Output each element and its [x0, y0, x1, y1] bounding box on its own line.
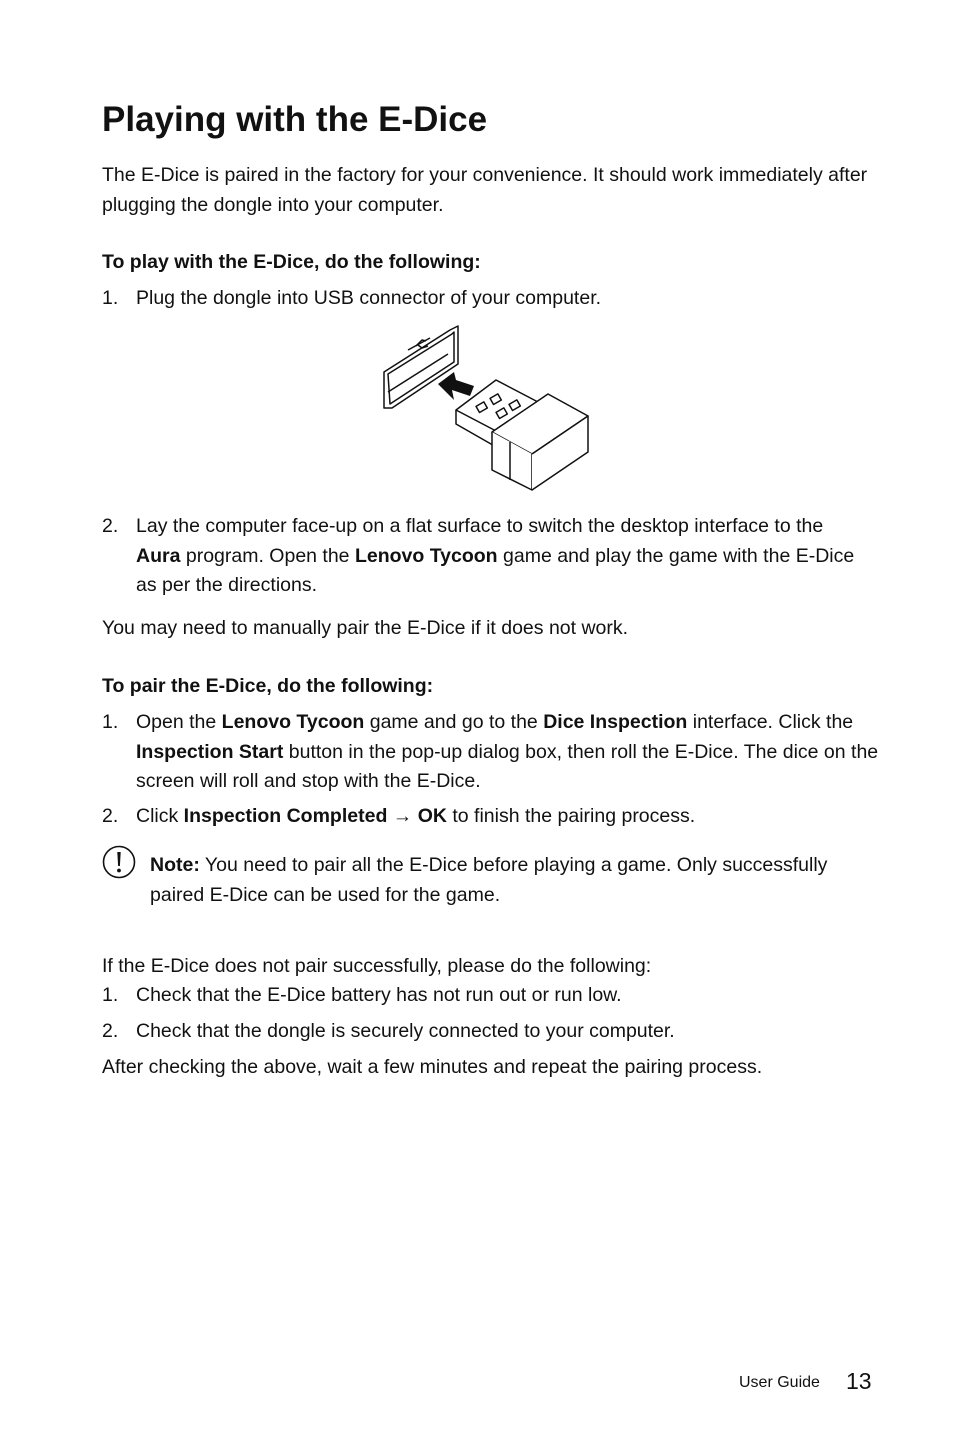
lenovo-tycoon-name: Lenovo Tycoon — [354, 544, 498, 567]
play-step1-text: Plug the dongle into USB connector of your computer. — [136, 287, 602, 309]
ok-name: OK — [417, 805, 447, 827]
text-run: Open the — [136, 711, 222, 733]
note-text — [150, 851, 830, 910]
text-run: Lay the computer face-up on a flat surface to switch the desktop interface to the — [136, 515, 824, 537]
aura-program-name: Aura — [136, 544, 181, 567]
arrow-glyph: → — [387, 805, 418, 827]
insert-arrow-icon — [438, 372, 474, 400]
page-number: 13 — [846, 1368, 872, 1394]
troubleshoot-intro: If the E-Dice does not pair successfully, please do the following: — [102, 955, 652, 977]
dice-inspection-name: Dice Inspection — [543, 711, 688, 733]
manual-pair-paragraph: You may need to manually pair the E-Dice if it does not work. — [102, 617, 629, 639]
play-section-heading: To play with the E-Dice, do the following: — [102, 251, 481, 273]
pair-section-heading: To pair the E-Dice, do the following: — [102, 675, 434, 697]
text-run: game and play the game with the E-Dice as per the directions. — [136, 544, 855, 596]
inspection-start-name: Inspection Start — [136, 740, 284, 763]
play-step1-number: 1. — [102, 287, 119, 309]
play-step2-number: 2. — [102, 515, 119, 537]
pair-step2-number: 2. — [102, 805, 119, 827]
note-label: Note: — [150, 854, 200, 876]
pair-step2-text — [136, 802, 886, 832]
play-step2-text — [136, 512, 866, 601]
exclamation-circle-icon — [102, 845, 136, 879]
inspection-completed-name: Inspection Completed — [183, 805, 388, 827]
text-run: to finish the pairing process. — [446, 805, 696, 827]
troubleshoot-step1-number: 1. — [102, 984, 119, 1006]
troubleshoot-step2-number: 2. — [102, 1020, 119, 1042]
text-run: program. Open the — [180, 544, 355, 567]
text-run: interface. Click the — [687, 711, 854, 733]
text-run: game and go to the — [364, 711, 544, 733]
note-body: You need to pair all the E-Dice before playing a game. Only successfully paired E-Dice can be used for the game. — [150, 854, 828, 906]
troubleshoot-outro: After checking the above, wait a few minutes and repeat the pairing process. — [102, 1056, 763, 1078]
pair-step1-number: 1. — [102, 711, 119, 733]
troubleshoot-step2-text: Check that the dongle is securely connected to your computer. — [136, 1020, 675, 1042]
troubleshoot-step1-text: Check that the E-Dice battery has not run out or run low. — [136, 984, 622, 1006]
usb-dongle-illustration — [378, 320, 598, 492]
text-run: button in the pop-up dialog box, then roll the E-Dice. The dice on the screen will roll and stop with the E-Dice. — [136, 740, 879, 792]
pair-step1-text — [136, 708, 886, 797]
page-title: Playing with the E-Dice — [102, 100, 488, 139]
text-run: Click — [136, 805, 184, 827]
footer-label: User Guide — [739, 1374, 820, 1391]
intro-paragraph: The E-Dice is paired in the factory for your convenience. It should work immediately after plugging the dongle into your computer. — [102, 164, 868, 216]
lenovo-tycoon-name: Lenovo Tycoon — [221, 711, 365, 733]
